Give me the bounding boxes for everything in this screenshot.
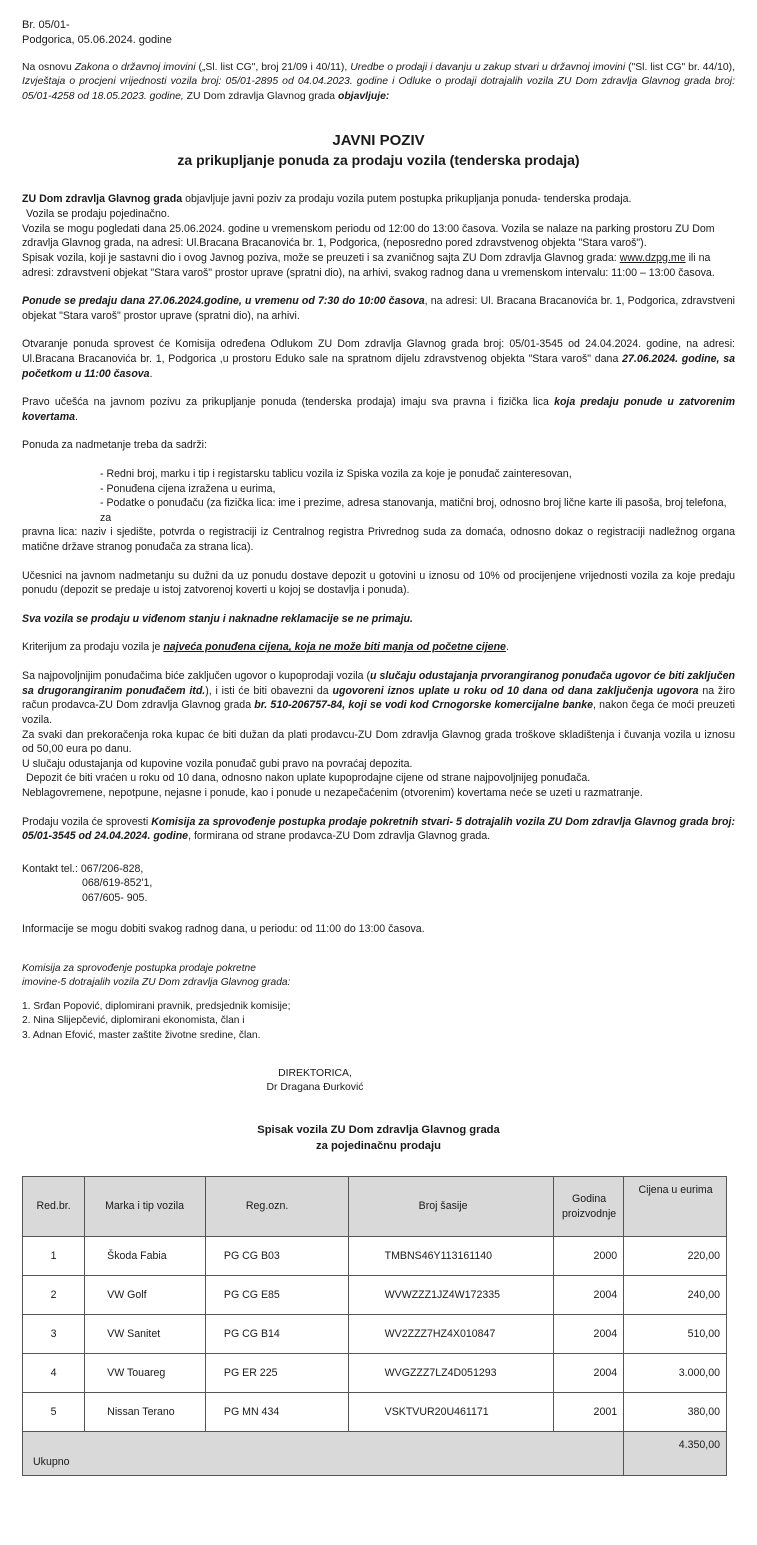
eligibility-paragraph [22,395,735,424]
registration: PG ER 225 [205,1354,348,1393]
announcement-text: objavljuje javni poziv za prodaju vozila putem postupka prikupljanja ponuda- tenderska prodaja. [182,193,632,206]
criterion-text: Kriterijum za prodaju vozila je [22,641,164,654]
vehicle-list-title-line: Spisak vozila ZU Dom zdravlja Glavnog grada [257,1124,500,1137]
notice-subtitle: za prikupljanje ponuda za prodaju vozila (tenderska prodaja) [177,151,580,168]
eligibility-text: Pravo učešća na javnom pozivu za prikupljanje ponuda (tenderska prodaja) imaju sva pravna i fizička lica [22,396,555,409]
intro-text: ("Sl. list CG" br. 44/10), [625,61,736,73]
notice-title: JAVNI POZIV [332,131,425,149]
contract-paragraph [22,669,735,800]
contract-text: ), i isti će biti obavezni da [205,684,333,697]
offer-item-2: - Ponuđena cijena izražena u eurima, [100,482,276,495]
price: 510,00 [624,1315,727,1354]
intro-regulation: Uredbe o prodaji i davanju u zakup stvari u državnoj imovini [350,61,626,73]
intro-publishes: objavljuje: [337,90,390,102]
registration: PG CG E85 [205,1276,348,1315]
vehicle-list-title-line: za pojedinačnu prodaju [316,1139,441,1152]
payment-term: ugovoreni iznos uplate u roku od 10 dana od dana zaključenja ugovora [332,684,699,697]
intro-text: ZU Dom zdravlja Glavnog grada [183,90,338,102]
row-number: 1 [23,1237,85,1276]
contact-phone: 067/206-828, [80,862,144,875]
sealed-envelopes: koja predaju ponude u zatvorenim kovertama [22,396,736,423]
price: 380,00 [624,1393,727,1432]
signatory-role: DIREKTORICA, [278,1067,352,1079]
column-header: Reg.ozn. [205,1177,348,1237]
criterion-paragraph [22,640,735,655]
registration: PG CG B14 [205,1315,348,1354]
vehicle-make: Škoda Fabia [85,1237,206,1276]
registration: PG MN 434 [205,1393,348,1432]
chassis-number: WVGZZZ7LZ4D051293 [348,1354,553,1393]
invalid-offers: Neblagovremene, nepotpune, nejasne i ponude, kao i ponude u nezapečaćenim (otvorenim) kovertama neće se uzeti u razmatranje. [22,786,643,799]
opening-date: 27.06.2024. godine, sa početkom u 11:00 časova [22,352,736,380]
announcement-paragraph [22,192,735,280]
production-year: 2004 [554,1276,624,1315]
deposit-forfeit: U slučaju odustajanja od kupovine vozila ponuđač gubi pravo na povraćaj depozita. [22,757,413,770]
info-hours: Informacije se mogu dobiti svakog radnog dana, u periodu: od 11:00 do 13:00 časova. [22,922,425,935]
storage-fee: Za svaki dan prekoračenja roka kupac će biti dužan da plati prodavcu-ZU Dom zdravlja Glavnog grada troškove skladištenja i čuvanja vozila u iznosu od 50,00 eura po danu. [22,728,735,756]
table-row [23,1315,727,1354]
institution-name: ZU Dom zdravlja Glavnog grada [22,193,183,206]
production-year: 2004 [554,1315,624,1354]
commission-member: 3. Adnan Efović, master zaštite životne sredine, član. [22,1029,261,1041]
vehicle-table [22,1176,727,1476]
table-header-row [23,1177,727,1237]
criterion-highlight: najveća ponuđena cijena, koja ne može biti manja od početne cijene [163,641,506,654]
intro-text: Na osnovu [22,61,75,73]
offer-item-3-cont: pravna lica: naziv i sjedište, potvrda o registraciji iz Centralnog registra Privrednog suda za domaća, odnosno dokaz o registraciji nadležnog organa matične države stranog ponuđača za strana lica). [22,526,735,554]
contract-text: , nakon čega će moći preuzeti vozila. [22,699,735,726]
contract-text: na žiro račun prodavca-ZU Dom zdravlja Glavnog grada [22,684,735,712]
submission-paragraph [22,294,735,323]
bank-account: br. 510-206757-84, koji se vodi kod Crnogorske komercijalne banke [254,699,594,712]
offer-item-1: - Redni broj, marku i tip i registarsku tablicu vozila iz Spiska vozila za koje je ponuđač zainteresovan, [100,467,572,480]
opening-text: Otvaranje ponuda sprovest će Komisija određena Odlukom ZU Dom zdravlja Glavnog grada broj: 05/01-3545 od 24.04.2024. godine, na adresi: Ul.Bracana Bracanovića br. 1, Podgorica ,u prostoru Eduko sale na spratnom dijelu zdravstvenog objekta "Stara varoš" dana [22,338,735,365]
table-row [23,1237,727,1276]
price: 240,00 [624,1276,727,1315]
total-label: Ukupno [23,1432,624,1476]
document-header [22,18,735,49]
legal-basis-paragraph [22,61,735,104]
price: 220,00 [624,1237,727,1276]
row-number: 4 [23,1354,85,1393]
list-download-text: Spisak vozila, koji je sastavni dio i ovog Javnog poziva, može se preuzeti i sa zvaničnog sajta ZU Dom zdravlja Glavnog grada: [22,251,620,264]
contact-label: Kontakt tel.: [22,862,78,875]
total-value: 4.350,00 [624,1432,727,1476]
chassis-number: WVWZZZ1JZ4W172335 [348,1276,553,1315]
signature-block [22,1067,370,1096]
viewing-info: Vozila se mogu pogledati dana 25.06.2024. godine u vremenskom periodu od 12:00 do 13:00 časova. Vozila se nalaze na parking prostoru ZU Dom zdravlja Glavnog grada, na adresi: Ul.Bracana Bracanovića br. 1, Podgorica, (neposredno pored zdravstvenog objekta "Stara varoš"). [22,222,715,250]
column-header: Broj šasije [348,1177,553,1237]
row-number: 3 [23,1315,85,1354]
signatory-name: Dr Dragana Đurković [266,1081,364,1093]
vehicle-make: VW Touareg [85,1354,206,1393]
contract-ranking: u slučaju odustajanja prvorangiranog ponuđača ugovor će biti zaključen sa drugorangiranim ponuđačem itd. [22,670,735,697]
punctuation: . [75,410,78,423]
place-date: Podgorica, 05.06.2024. godine [22,34,172,47]
commission-members [22,1000,735,1042]
website-link[interactable]: www.dzpg.me [619,251,686,264]
production-year: 2001 [554,1393,624,1432]
submission-address: , na adresi: Ul. Bracana Bracanovića br. 1, Podgorica, zdravstveni objekat "Stara varoš" prostor uprave (spratni dio), na arhivi. [22,295,735,322]
contract-text: Sa najpovoljnijim ponuđačima biće zaključen ugovor o kupoprodaji vozila ( [22,670,371,683]
column-header: Godina proizvodnje [554,1177,624,1237]
list-download-text-2: ili na adresi: zdravstveni objekat "Stara varoš" prostor uprave (spratni dio), na arhivi, svakog radnog dana u vremenskom intervalu: 11:00 – 13:00 časova. [22,251,715,279]
opening-paragraph [22,337,735,381]
commission-name: Komisija za sprovođenje postupka prodaje pokretnih stvari- 5 dotrajalih vozila ZU Dom zdravlja Glavnog grada broj: 05/01-3545 od 24.04.2024. godine [22,815,735,843]
vehicle-make: VW Sanitet [85,1315,206,1354]
commission-paragraph [22,815,735,844]
production-year: 2000 [554,1237,624,1276]
table-row [23,1393,727,1432]
price: 3.000,00 [624,1354,727,1393]
reference-number: Br. 05/01- [22,19,70,31]
as-is-statement: Sva vozila se prodaju u viđenom stanju i naknadne reklamacije se ne primaju. [22,612,413,625]
submission-deadline: Ponude se predaju dana 27.06.2024.godine, u vremenu od 7:30 do 10:00 časova [22,295,425,308]
vehicle-make: VW Golf [85,1276,206,1315]
contact-phone: 068/619-852'1, [82,877,153,890]
commission-member: 1. Srđan Popović, diplomirani pravnik, predsjednik komisije; [22,1001,291,1013]
commission-heading-line: imovine-5 dotrajalih vozila ZU Dom zdravlja Glavnog grada: [22,977,291,989]
chassis-number: VSKTVUR20U461171 [348,1393,553,1432]
deposit-paragraph: Učesnici na javnom nadmetanju su dužni da uz ponudu dostave depozit u gotovini u iznosu od 10% od procijenjene vrijednosti vozila za koje predaju ponudu (depozit se predaje u istoj zatvorenoj koverti u kojoj se dostavlja i ponuda). [22,569,735,597]
production-year: 2004 [554,1354,624,1393]
sold-individually: Vozila se prodaju pojedinačno. [26,208,170,221]
contact-block [22,862,735,906]
contact-phone: 067/605- 905. [82,892,148,904]
chassis-number: WV2ZZZ7HZ4X010847 [348,1315,553,1354]
punctuation: . [505,641,509,654]
offer-contents [22,438,735,554]
commission-text-end: , formirana od strane prodavca-ZU Dom zdravlja Glavnog grada. [188,830,491,843]
commission-member: 2. Nina Slijepčević, diplomirani ekonomista, član i [22,1015,245,1027]
offer-item-3: - Podatke o ponuđaču (za fizička lica: ime i prezime, adresa stanovanja, matični broj, odnosno broj lične karte ili pasoša, broj telefona, za [100,497,727,524]
vehicle-make: Nissan Terano [85,1393,206,1432]
table-row [23,1354,727,1393]
table-total-row [23,1432,727,1476]
intro-report: Izvještaja o procjeni vrijednosti vozila broj: 05/01-2895 od 04.04.2023. godine i Odluke o prodaji dotrajalih vozila ZU Dom zdravlja Glavnog grada broj: 05/01-4258 od 18.05.2023. godine, [22,76,735,102]
punctuation: . [149,367,153,380]
vehicle-list-title [22,1123,735,1154]
table-row [23,1276,727,1315]
commission-heading [22,962,735,990]
column-header: Red.br. [23,1177,85,1237]
row-number: 2 [23,1276,85,1315]
commission-text: Prodaju vozila će sprovesti [22,815,152,828]
offer-contents-lead: Ponuda za nadmetanje treba da sadrži: [22,439,207,452]
intro-law: Zakona o državnoj imovini [74,61,196,73]
column-header: Marka i tip vozila [85,1177,206,1237]
row-number: 5 [23,1393,85,1432]
deposit-return: Depozit će biti vraćen u roku od 10 dana, odnosno nakon uplate kupoprodajne cijene od strane najpovoljnijeg ponuđača. [26,772,591,785]
commission-heading-line: Komisija za sprovođenje postupka prodaje pokretne [22,963,256,975]
registration: PG CG B03 [205,1237,348,1276]
column-header: Cijena u eurima [624,1177,727,1237]
intro-text: („Sl. list CG", broj 21/09 i 40/11), [195,61,351,73]
chassis-number: TMBNS46Y113161140 [348,1237,553,1276]
